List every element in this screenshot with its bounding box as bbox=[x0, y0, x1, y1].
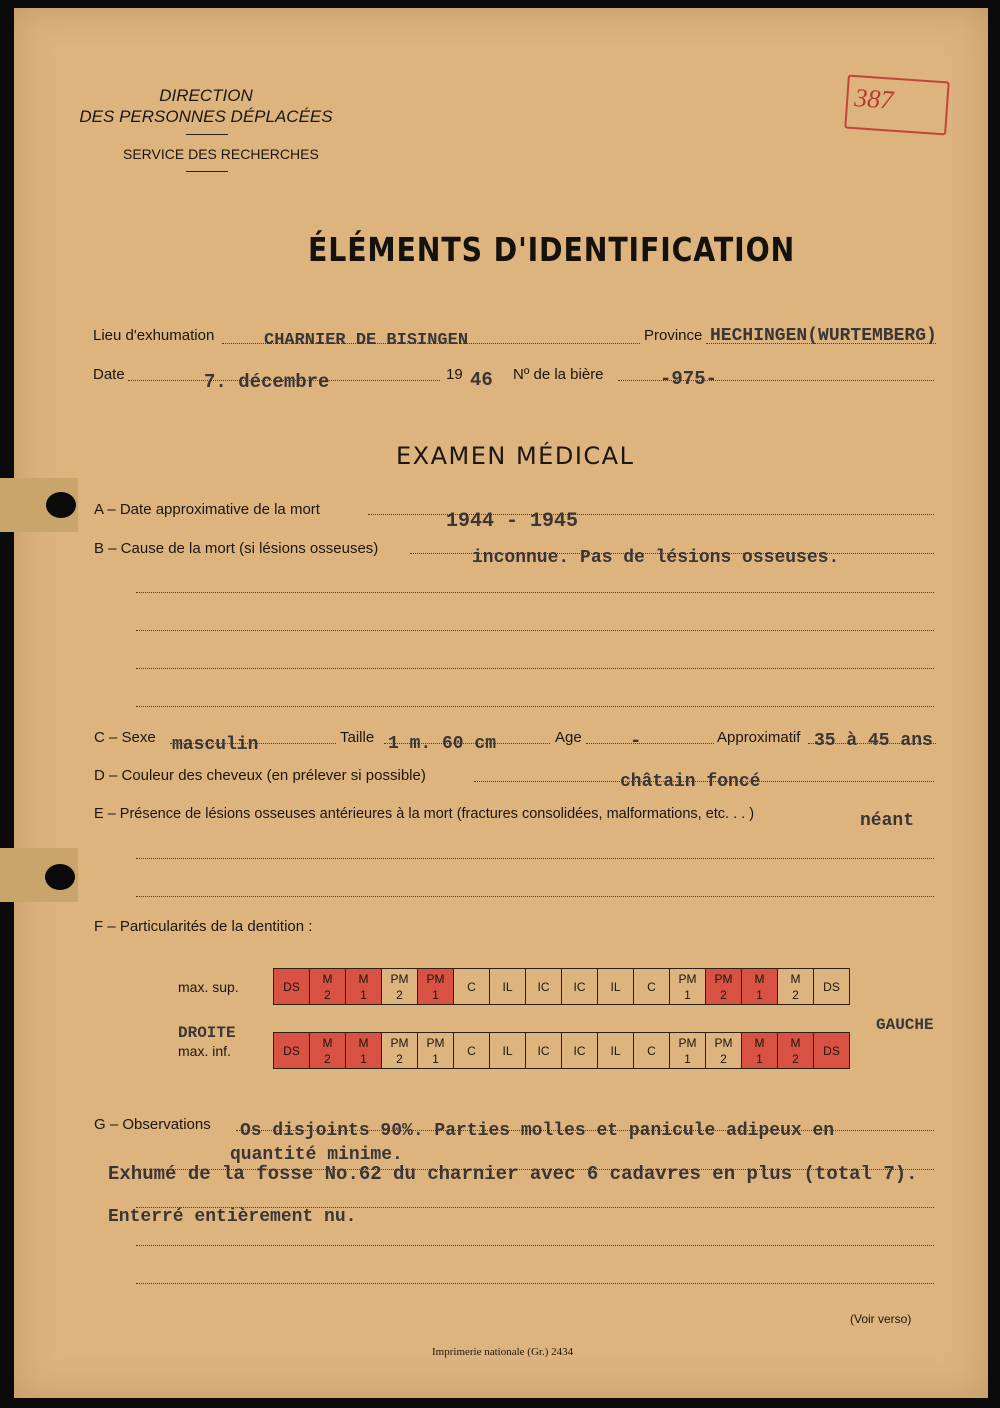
tooth-number: 1 bbox=[684, 1051, 691, 1066]
upper-tooth-cell bbox=[418, 969, 454, 1004]
tooth-code: C bbox=[647, 979, 656, 994]
tooth-number: 2 bbox=[324, 1051, 331, 1066]
tooth-code: IL bbox=[610, 979, 621, 994]
observation-line-3: Exhumé de la fosse No.62 du charnier avec 6 cadavres en plus (total 7). bbox=[108, 1163, 918, 1185]
tooth-code: IL bbox=[502, 979, 513, 994]
lower-tooth-cell bbox=[526, 1033, 562, 1068]
tooth-code: IC bbox=[573, 979, 586, 994]
upper-tooth-cell bbox=[274, 969, 310, 1004]
printer-footer: Imprimerie nationale (Gr.) 2434 bbox=[432, 1346, 574, 1358]
section-e-line-3 bbox=[136, 896, 934, 897]
tooth-number: 1 bbox=[432, 1051, 439, 1066]
header-personnes: DES PERSONNES DÉPLACÉES bbox=[79, 107, 333, 126]
tooth-code: M bbox=[754, 1035, 765, 1050]
form-sheet bbox=[14, 8, 988, 1398]
observation-line-2: quantité minime. bbox=[230, 1145, 403, 1165]
tooth-code: PM bbox=[714, 971, 733, 986]
year-prefix: 19 bbox=[446, 366, 463, 383]
tooth-code: DS bbox=[823, 1043, 840, 1058]
section-b-line-3 bbox=[136, 630, 934, 631]
tooth-code: PM bbox=[390, 971, 409, 986]
section-b-label: B – Cause de la mort (si lésions osseuses) bbox=[94, 540, 379, 557]
tooth-code: DS bbox=[823, 979, 840, 994]
age-label: Age bbox=[555, 729, 582, 746]
section-d-value: châtain foncé bbox=[620, 772, 761, 792]
tooth-code: PM bbox=[714, 1035, 733, 1050]
lower-tooth-cell bbox=[778, 1033, 814, 1068]
upper-tooth-cell bbox=[634, 969, 670, 1004]
tooth-code: IL bbox=[610, 1043, 621, 1058]
tooth-code: M bbox=[754, 971, 765, 986]
max-inf-label: max. inf. bbox=[178, 1043, 231, 1059]
tooth-code: M bbox=[790, 971, 801, 986]
tooth-code: C bbox=[467, 979, 476, 994]
tooth-code: IC bbox=[537, 979, 550, 994]
lower-tooth-cell bbox=[670, 1033, 706, 1068]
section-a-label: A – Date approximative de la mort bbox=[94, 501, 320, 518]
header-direction: DIRECTION bbox=[159, 86, 253, 105]
section-b-line-5 bbox=[136, 706, 934, 707]
lieu-label: Lieu d'exhumation bbox=[93, 327, 215, 344]
tooth-number: 1 bbox=[756, 987, 763, 1002]
section-c-label: C – Sexe bbox=[94, 729, 156, 746]
upper-tooth-cell bbox=[742, 969, 778, 1004]
droite-label: DROITE bbox=[178, 1024, 236, 1042]
upper-tooth-cell bbox=[562, 969, 598, 1004]
tooth-number: 2 bbox=[792, 1051, 799, 1066]
lower-tooth-cell bbox=[382, 1033, 418, 1068]
upper-tooth-cell bbox=[454, 969, 490, 1004]
upper-tooth-cell bbox=[598, 969, 634, 1004]
upper-tooth-cell bbox=[490, 969, 526, 1004]
punch-hole-bottom bbox=[45, 864, 75, 890]
upper-tooth-cell bbox=[310, 969, 346, 1004]
tooth-number: 1 bbox=[432, 987, 439, 1002]
max-sup-label: max. sup. bbox=[178, 979, 239, 995]
approximatif-value: 35 à 45 ans bbox=[814, 731, 933, 751]
tooth-code: DS bbox=[283, 1043, 300, 1058]
tooth-code: IC bbox=[573, 1043, 586, 1058]
tooth-code: PM bbox=[678, 971, 697, 986]
lower-tooth-cell bbox=[742, 1033, 778, 1068]
section-b-line-2 bbox=[136, 592, 934, 593]
year-value: 46 bbox=[470, 369, 493, 391]
header-rule-1 bbox=[186, 134, 228, 135]
tooth-code: IL bbox=[502, 1043, 513, 1058]
tooth-code: M bbox=[358, 1035, 369, 1050]
tooth-code: PM bbox=[678, 1035, 697, 1050]
tooth-code: IC bbox=[537, 1043, 550, 1058]
section-e-label: E – Présence de lésions osseuses antérieures à la mort (fractures consolidées, malformations, etc. . . ) bbox=[94, 806, 755, 822]
upper-tooth-cell bbox=[778, 969, 814, 1004]
lower-tooth-cell bbox=[562, 1033, 598, 1068]
date-label: Date bbox=[93, 366, 125, 383]
lower-tooth-cell bbox=[454, 1033, 490, 1068]
lower-tooth-cell bbox=[814, 1033, 849, 1068]
age-value: - bbox=[630, 730, 642, 752]
section-d-label: D – Couleur des cheveux (en prélever si possible) bbox=[94, 767, 426, 784]
tooth-code: C bbox=[647, 1043, 656, 1058]
upper-tooth-cell bbox=[706, 969, 742, 1004]
tooth-code: DS bbox=[283, 979, 300, 994]
upper-teeth-chart bbox=[273, 968, 850, 1005]
section-e-line-2 bbox=[136, 858, 934, 859]
tooth-number: 1 bbox=[360, 987, 367, 1002]
tooth-number: 2 bbox=[396, 987, 403, 1002]
upper-tooth-cell bbox=[382, 969, 418, 1004]
lower-tooth-cell bbox=[418, 1033, 454, 1068]
lower-tooth-cell bbox=[310, 1033, 346, 1068]
stamp-number: 387 bbox=[853, 83, 895, 115]
document-title: ÉLÉMENTS D'IDENTIFICATION bbox=[308, 230, 796, 269]
lower-tooth-cell bbox=[598, 1033, 634, 1068]
tooth-number: 2 bbox=[720, 987, 727, 1002]
upper-tooth-cell bbox=[670, 969, 706, 1004]
tooth-code: M bbox=[790, 1035, 801, 1050]
taille-label: Taille bbox=[340, 729, 375, 746]
lower-tooth-cell bbox=[634, 1033, 670, 1068]
tooth-number: 2 bbox=[792, 987, 799, 1002]
exam-title: EXAMEN MÉDICAL bbox=[396, 442, 635, 470]
gauche-label: GAUCHE bbox=[876, 1016, 934, 1034]
section-g-line-4 bbox=[136, 1245, 934, 1246]
province-value: HECHINGEN(WURTEMBERG) bbox=[710, 326, 937, 346]
date-value: 7. décembre bbox=[204, 371, 330, 393]
tooth-code: C bbox=[467, 1043, 476, 1058]
section-f-label: F – Particularités de la dentition : bbox=[94, 918, 313, 935]
tooth-number: 2 bbox=[396, 1051, 403, 1066]
section-b-value: inconnue. Pas de lésions osseuses. bbox=[472, 548, 840, 568]
punch-hole-top bbox=[46, 492, 76, 518]
observation-line-4: Enterré entièrement nu. bbox=[108, 1207, 357, 1227]
tooth-number: 1 bbox=[360, 1051, 367, 1066]
voir-verso: (Voir verso) bbox=[850, 1312, 912, 1326]
lieu-value: CHARNIER DE BISINGEN bbox=[264, 331, 469, 350]
tooth-number: 1 bbox=[756, 1051, 763, 1066]
tooth-code: PM bbox=[426, 1035, 445, 1050]
upper-tooth-cell bbox=[346, 969, 382, 1004]
tooth-number: 2 bbox=[324, 987, 331, 1002]
header-rule-2 bbox=[186, 171, 228, 172]
header-service: SERVICE DES RECHERCHES bbox=[123, 146, 319, 162]
section-a-value: 1944 - 1945 bbox=[446, 510, 579, 533]
tooth-code: PM bbox=[390, 1035, 409, 1050]
upper-tooth-cell bbox=[526, 969, 562, 1004]
lower-teeth-chart bbox=[273, 1032, 850, 1069]
tooth-number: 2 bbox=[720, 1051, 727, 1066]
biere-value: -975- bbox=[660, 368, 718, 390]
lower-tooth-cell bbox=[274, 1033, 310, 1068]
section-b-line-4 bbox=[136, 668, 934, 669]
tooth-code: M bbox=[358, 971, 369, 986]
tooth-code: M bbox=[322, 971, 333, 986]
lower-tooth-cell bbox=[706, 1033, 742, 1068]
taille-value: 1 m. 60 cm bbox=[388, 734, 497, 754]
tooth-code: M bbox=[322, 1035, 333, 1050]
observation-line-1: Os disjoints 90%. Parties molles et panicule adipeux en bbox=[240, 1121, 835, 1141]
lower-tooth-cell bbox=[346, 1033, 382, 1068]
tooth-code: PM bbox=[426, 971, 445, 986]
sexe-value: masculin bbox=[172, 735, 259, 755]
section-g-label: G – Observations bbox=[94, 1116, 211, 1133]
tooth-number: 1 bbox=[684, 987, 691, 1002]
biere-label: Nº de la bière bbox=[513, 366, 604, 383]
age-line bbox=[586, 743, 714, 744]
upper-tooth-cell bbox=[814, 969, 849, 1004]
approximatif-label: Approximatif bbox=[717, 729, 801, 746]
province-label: Province bbox=[644, 327, 703, 344]
lower-tooth-cell bbox=[490, 1033, 526, 1068]
section-g-line-5 bbox=[136, 1283, 934, 1284]
section-e-value: néant bbox=[860, 811, 915, 831]
archive-number-stamp bbox=[844, 75, 950, 136]
